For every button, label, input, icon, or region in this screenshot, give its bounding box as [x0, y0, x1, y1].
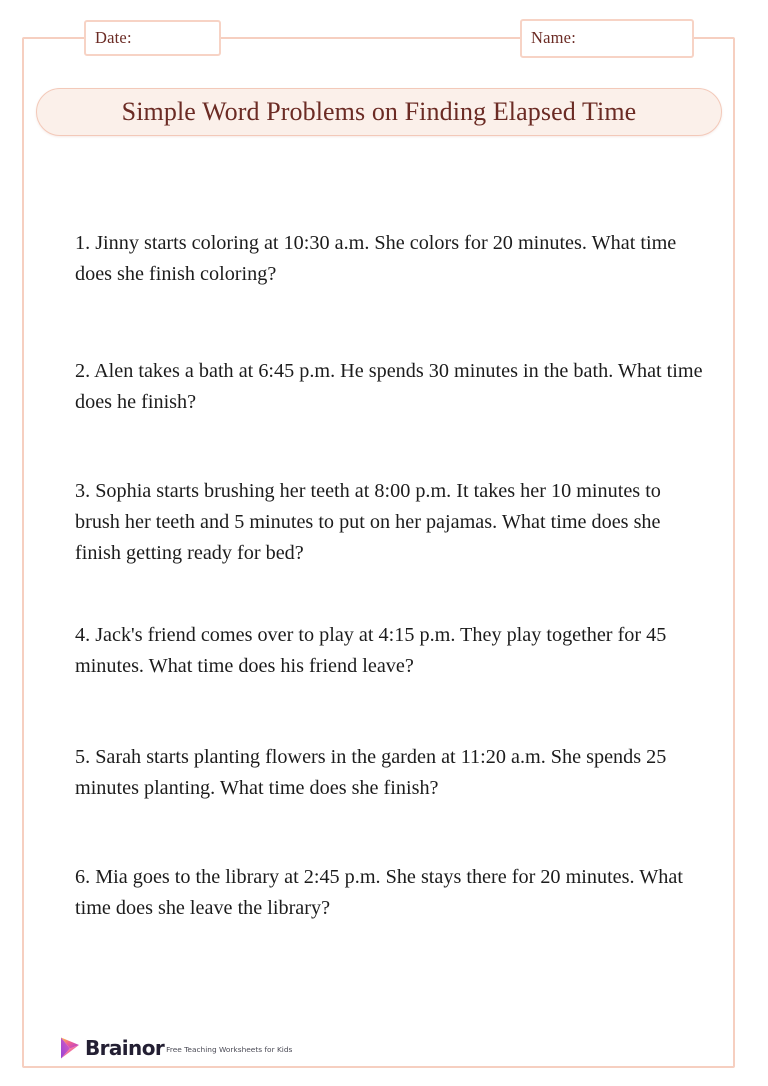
question-item-4: 4. Jack's friend comes over to play at 4:15 p.m. They play together for 45 minutes. What time does his friend leave? — [75, 624, 667, 677]
worksheet-title-banner — [36, 88, 722, 136]
question-item-6: 6. Mia goes to the library at 2:45 p.m. She stays there for 20 minutes. What time does she leave the library? — [75, 866, 683, 919]
name-field-label: Name: — [531, 28, 576, 48]
brand-name: Brainor — [85, 1036, 165, 1060]
play-triangle-icon — [58, 1035, 82, 1061]
name-field[interactable] — [520, 19, 694, 58]
question-item-1: 1. Jinny starts coloring at 10:30 a.m. She colors for 20 minutes. What time does she finish coloring? — [75, 232, 677, 285]
page-title: Simple Word Problems on Finding Elapsed Time — [121, 97, 637, 126]
brand-tagline: Free Teaching Worksheets for Kids — [166, 1045, 293, 1055]
date-field[interactable] — [84, 20, 221, 56]
question-item-5: 5. Sarah starts planting flowers in the garden at 11:20 a.m. She spends 25 minutes planting. What time does she finish? — [75, 746, 667, 799]
question-item-2: 2. Alen takes a bath at 6:45 p.m. He spends 30 minutes in the bath. What time does he finish? — [75, 360, 703, 413]
questions-list — [75, 228, 705, 924]
date-field-label: Date: — [95, 27, 132, 47]
brand-logo — [58, 1034, 292, 1062]
question-item-3: 3. Sophia starts brushing her teeth at 8:00 p.m. It takes her 10 minutes to brush her teeth and 5 minutes to put on her pajamas. What time does she finish getting ready for bed? — [75, 480, 661, 564]
